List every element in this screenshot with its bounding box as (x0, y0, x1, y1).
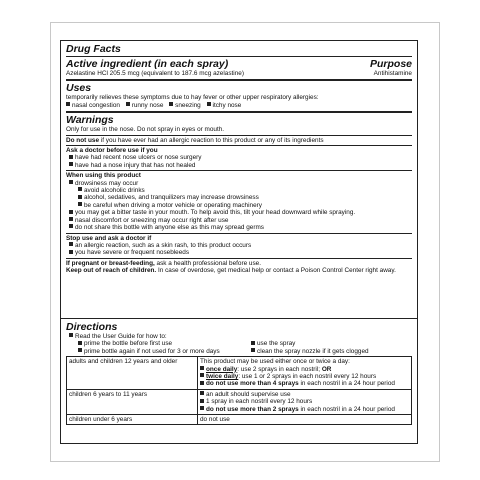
active-ingredient: Azelastine HCl 205.5 mcg (equivalent to 187.6 mcg azelastine) (66, 70, 244, 77)
divider (66, 135, 412, 136)
list-item: have had a nose injury that has not healed (66, 162, 412, 169)
list-item: an allergic reaction, such as a skin rash, to this product occurs (66, 242, 412, 249)
active-ingredient-row (66, 70, 412, 77)
list-item: nasal discomfort or sneezing may occur right after use (66, 217, 412, 224)
divider (66, 79, 412, 81)
divider (66, 145, 412, 146)
list-item: you have severe or frequent nosebleeds (66, 249, 412, 256)
list-item: prime the bottle before first use (66, 340, 239, 347)
drug-facts-title: Drug Facts (66, 43, 121, 55)
table-row (67, 389, 412, 414)
dosage-instructions: do not use (198, 415, 412, 425)
bullet-square-icon (78, 187, 82, 191)
warnings-heading: Warnings (66, 114, 114, 127)
bullet-square-icon (69, 333, 73, 337)
table-row (67, 415, 412, 425)
uses-list (66, 102, 412, 109)
warnings-intro: Only for use in the nose. Do not spray in eyes or mouth. (66, 126, 225, 134)
list-item: runny nose (126, 102, 164, 109)
directions-intro: Read the User Guide for how to: (66, 333, 412, 340)
divider (66, 111, 412, 113)
pregnancy-warning: If pregnant or breast-feeding, ask a health professional before use. (66, 259, 262, 267)
list-item: have had recent nose ulcers or nose surgery (66, 154, 412, 161)
bullet-square-icon (207, 102, 211, 106)
dosage-age: adults and children 12 years and older (67, 357, 198, 390)
list-item: do not share this bottle with anyone else as this may spread germs (66, 224, 412, 231)
list-item: sneezing (169, 102, 201, 109)
purpose-heading: Purpose (369, 58, 412, 70)
purpose: Antihistamine (373, 70, 412, 77)
list-item: alcohol, sedatives, and tranquilizers may increase drowsiness (66, 194, 412, 201)
directions-guide-list (66, 340, 412, 355)
bullet-square-icon (251, 348, 255, 352)
bullet-square-icon (69, 250, 73, 254)
bullet-square-icon (69, 217, 73, 221)
list-item: prime bottle again if not used for 3 or more days (66, 348, 239, 355)
dosage-instructions: This product may be used either once or twice a day: once daily: use 2 sprays in each nostril; OR twice daily: use 1 or 2 sprays in each nostril every 12 hours do not use more than 4 sprays in each nostril in a 24 hour period (198, 357, 412, 390)
bullet-square-icon (200, 391, 204, 395)
dosage-age: children under 6 years (67, 415, 198, 425)
do-not-use: Do not use if you have ever had an allergic reaction to this product or any of its ingredients (66, 136, 324, 144)
bullet-square-icon (251, 341, 255, 345)
bullet-square-icon (69, 210, 73, 214)
bullet-square-icon (200, 406, 204, 410)
list-item: avoid alcoholic drinks (66, 187, 412, 194)
bullet-square-icon (69, 224, 73, 228)
list-item: you may get a bitter taste in your mouth. To help avoid this, tilt your head downward while spraying. (66, 209, 412, 216)
list-item: nasal congestion (66, 102, 120, 109)
keep-out-of-reach: Keep out of reach of children. In case of overdose, get medical help or contact a Poison Control Center right away. (66, 267, 396, 275)
list-item: clean the spray nozzle if it gets clogged (239, 348, 412, 355)
bullet-square-icon (200, 381, 204, 385)
bullet-square-icon (78, 202, 82, 206)
dosage-table (66, 356, 412, 425)
divider (66, 56, 412, 57)
bullet-square-icon (126, 102, 130, 106)
uses-heading: Uses (66, 82, 92, 95)
list-item: itchy nose (207, 102, 242, 109)
list-item: use the spray (239, 340, 412, 347)
drug-facts-panel (60, 40, 418, 320)
active-heading-row (66, 58, 412, 70)
bullet-square-icon (200, 399, 204, 403)
bullet-square-icon (66, 102, 70, 106)
divider (66, 233, 412, 234)
bullet-square-icon (200, 373, 204, 377)
divider (66, 258, 412, 259)
bullet-square-icon (78, 348, 82, 352)
stop-use-heading: Stop use and ask a doctor if (66, 234, 152, 242)
bullet-square-icon (169, 102, 173, 106)
active-heading: Active ingredient (in each spray) (66, 58, 229, 70)
list-item: drowsiness may occur (66, 180, 412, 187)
uses-intro: temporarily relieves these symptoms due to hay fever or other upper respiratory allergies: (66, 94, 319, 102)
dosage-age: children 6 years to 11 years (67, 389, 198, 414)
when-using-heading: When using this product (66, 172, 141, 180)
dosage-instructions: an adult should supervise use 1 spray in each nostril every 12 hours do not use more than 2 sprays in each nostril in a 24 hour period (198, 389, 412, 414)
directions-panel (60, 318, 418, 444)
divider (66, 170, 412, 171)
table-row (67, 357, 412, 390)
directions-heading: Directions (66, 321, 118, 333)
bullet-square-icon (78, 195, 82, 199)
list-item: be careful when driving a motor vehicle or operating machinery (66, 202, 412, 209)
bullet-square-icon (69, 180, 73, 184)
bullet-square-icon (78, 341, 82, 345)
bullet-square-icon (69, 162, 73, 166)
bullet-square-icon (69, 242, 73, 246)
ask-doctor-heading: Ask a doctor before use if you (66, 147, 158, 155)
bullet-square-icon (69, 155, 73, 159)
bullet-square-icon (200, 366, 204, 370)
